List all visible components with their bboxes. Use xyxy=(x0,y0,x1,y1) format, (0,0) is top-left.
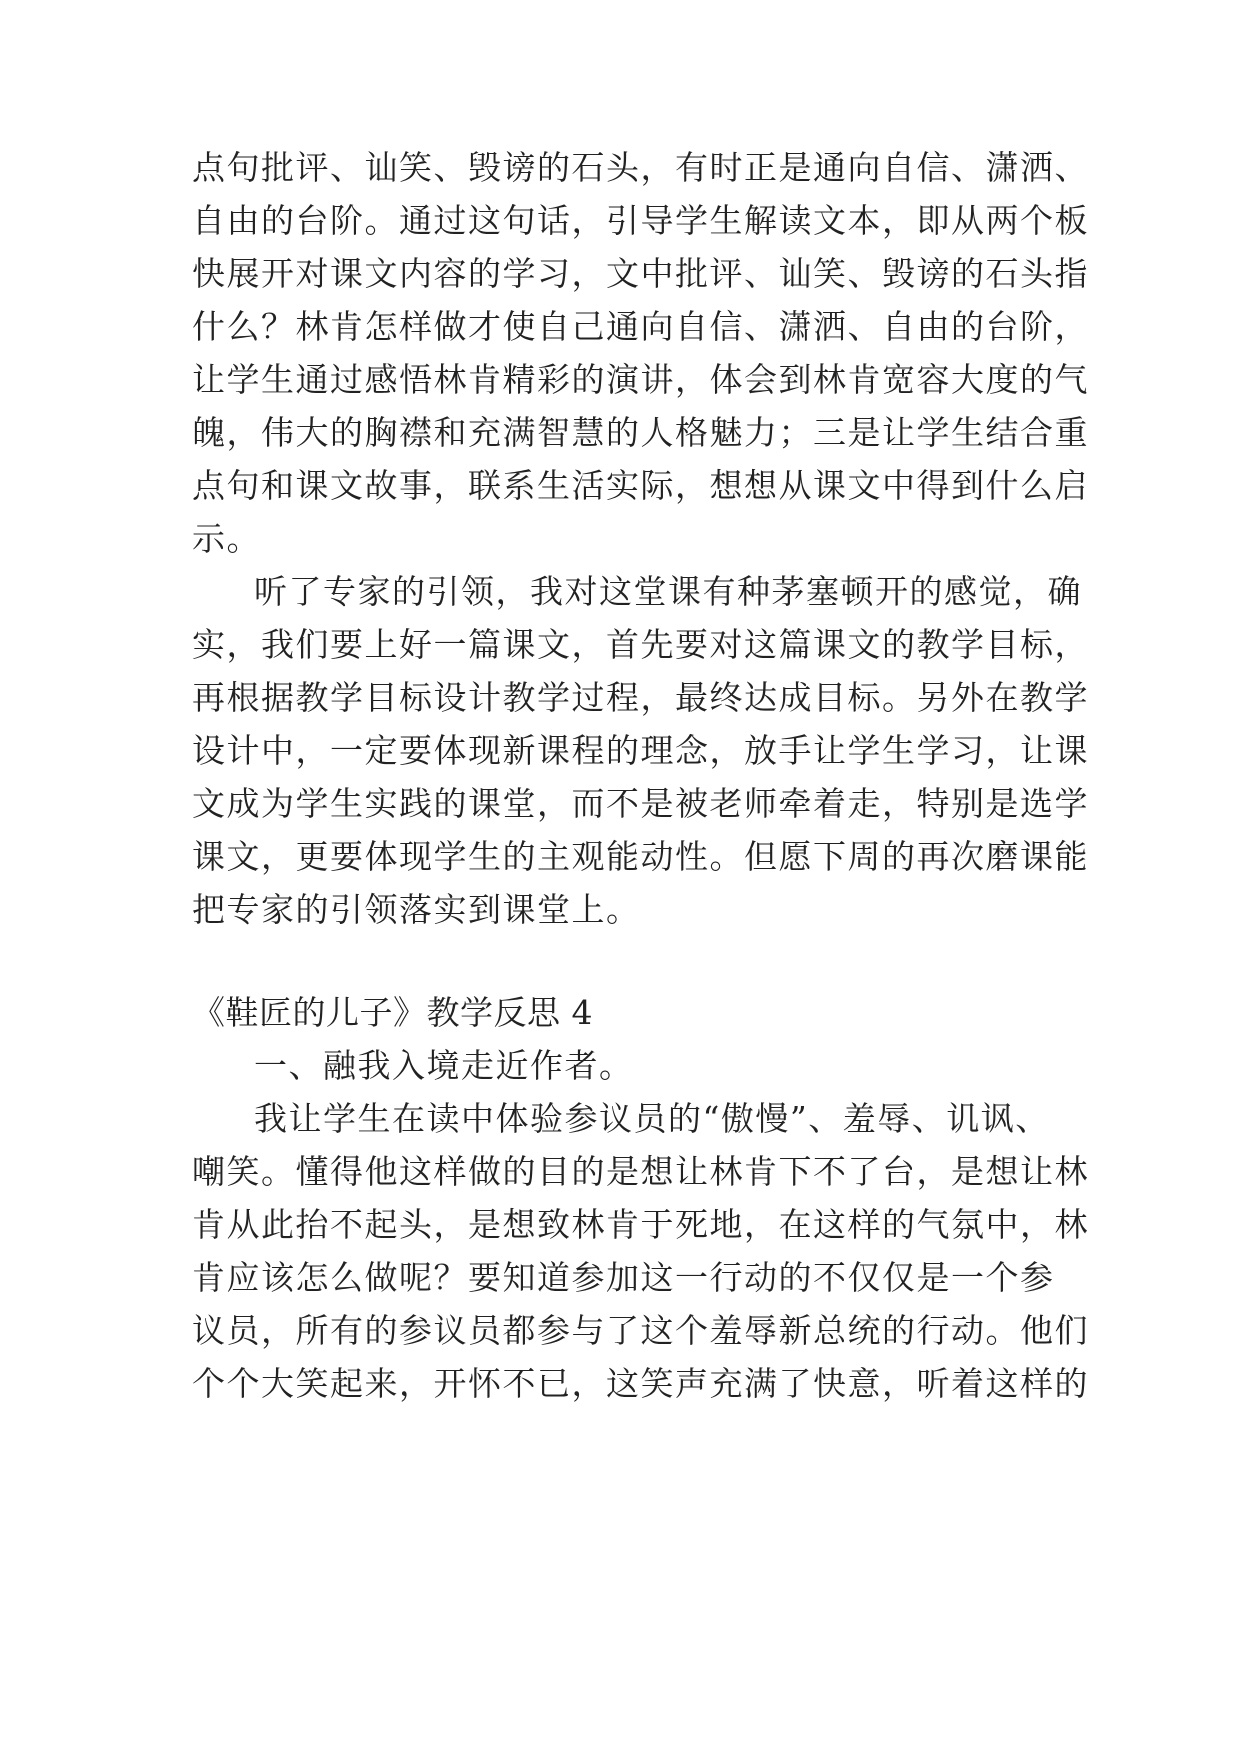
text-line: 点句和课文故事，联系生活实际，想想从课文中得到什么启 xyxy=(192,466,1089,505)
text-line: 肯从此抬不起头，是想致林肯于死地，在这样的气氛中，林 xyxy=(192,1205,1089,1244)
text-line: 把专家的引领落实到课堂上。 xyxy=(192,890,641,929)
text-line: 什么？林肯怎样做才使自己通向自信、潇洒、自由的台阶， xyxy=(192,307,1089,346)
text-line: 听了专家的引领，我对这堂课有种茅塞顿开的感觉，确 xyxy=(254,572,1082,611)
text-line: 我让学生在读中体验参议员的“傲慢”、羞辱、讥讽、 xyxy=(254,1099,1050,1138)
text-line: 点句批评、讪笑、毁谤的石头，有时正是通向自信、潇洒、 xyxy=(192,148,1089,187)
text-line: 魄，伟大的胸襟和充满智慧的人格魅力；三是让学生结合重 xyxy=(192,413,1089,452)
text-line: 设计中，一定要体现新课程的理念，放手让学生学习，让课 xyxy=(192,731,1089,770)
subheading: 一、融我入境走近作者。 xyxy=(254,1046,634,1085)
text-line: 肯应该怎么做呢？要知道参加这一行动的不仅仅是一个参 xyxy=(192,1258,1055,1297)
text-line: 议员，所有的参议员都参与了这个羞辱新总统的行动。他们 xyxy=(192,1311,1089,1350)
text-line: 快展开对课文内容的学习，文中批评、讪笑、毁谤的石头指 xyxy=(192,254,1089,293)
text-line: 自由的台阶。通过这句话，引导学生解读文本，即从两个板 xyxy=(192,201,1089,240)
text-line: 示。 xyxy=(192,519,261,558)
text-line: 再根据教学目标设计教学过程，最终达成目标。另外在教学 xyxy=(192,678,1089,717)
text-line: 实，我们要上好一篇课文，首先要对这篇课文的教学目标， xyxy=(192,625,1089,664)
section-heading: 《鞋匠的儿子》教学反思 4 xyxy=(192,993,593,1032)
text-line: 课文，更要体现学生的主观能动性。但愿下周的再次磨课能 xyxy=(192,837,1089,876)
text-line: 文成为学生实践的课堂，而不是被老师牵着走，特别是选学 xyxy=(192,784,1089,823)
text-line: 让学生通过感悟林肯精彩的演讲，体会到林肯宽容大度的气 xyxy=(192,360,1089,399)
text-line: 嘲笑。懂得他这样做的目的是想让林肯下不了台，是想让林 xyxy=(192,1152,1089,1191)
text-line: 个个大笑起来，开怀不已，这笑声充满了快意，听着这样的 xyxy=(192,1364,1089,1403)
